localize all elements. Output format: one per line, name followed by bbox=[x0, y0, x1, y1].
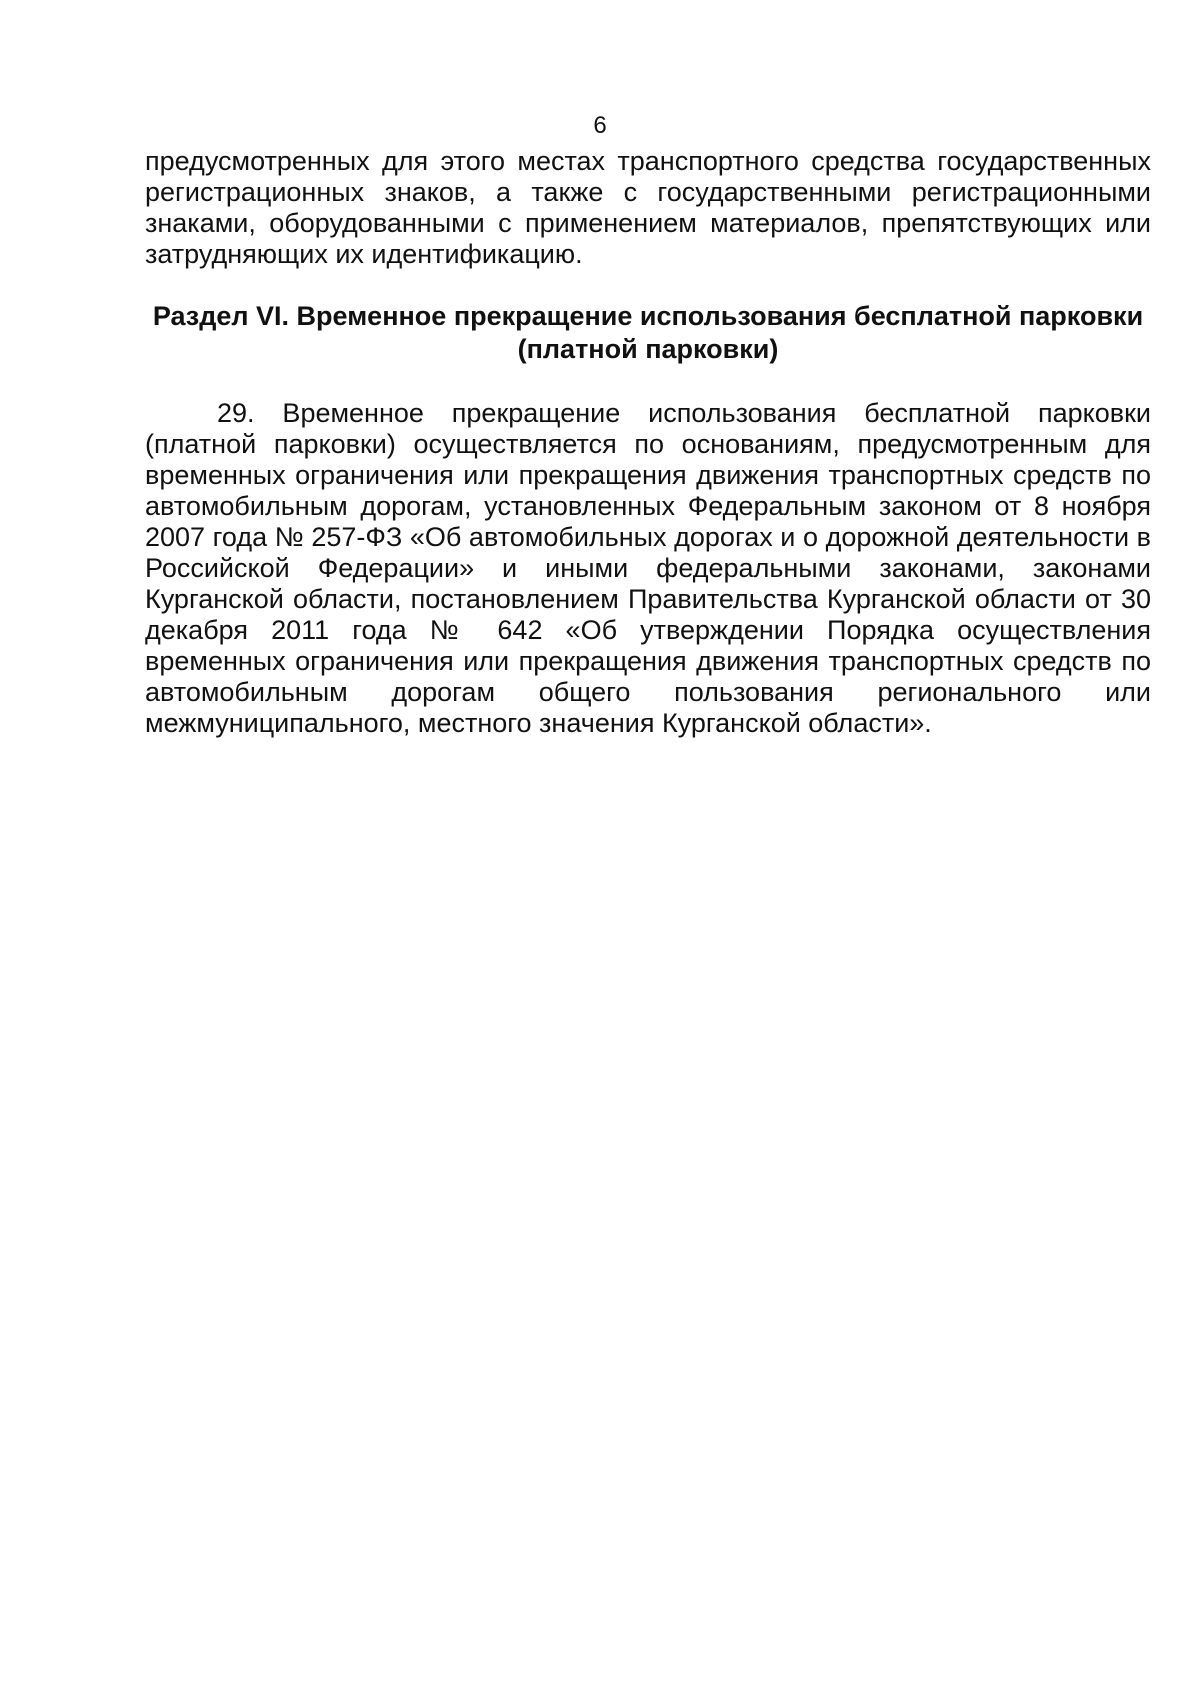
paragraph-29: 29. Временное прекращение использования бесплатной парковки (платной парковки) осуществляется по основаниям, предусмотренным для временных ограничения или прекращения движения транспортных средств по автомобильным дорогам, установленных Федеральным законом от 8 ноября 2007 года № 257-ФЗ «Об автомобильных дорогах и о дорожной деятельности в Российской Федерации» и иными федеральными законами, законами Курганской области, постановлением Правительства Курганской области от 30 декабря 2011 года № 642 «Об утверждении Порядка осуществления временных ограничения или прекращения движения транспортных средств по автомобильным дорогам общего пользования регионального или межмуниципального, местного значения Курганской области». bbox=[145, 398, 1151, 738]
page-number: 6 bbox=[593, 112, 607, 139]
document-body bbox=[145, 146, 1151, 739]
section-heading: Раздел VI. Временное прекращение использования бесплатной парковки (платной парковки) bbox=[152, 301, 1144, 364]
continued-paragraph: предусмотренных для этого местах транспортного средства государственных регистрационных знаков, а также с государственными регистрационными знаками, оборудованными с применением материалов, препятствующих или затрудняющих их идентификацию. bbox=[145, 146, 1151, 269]
